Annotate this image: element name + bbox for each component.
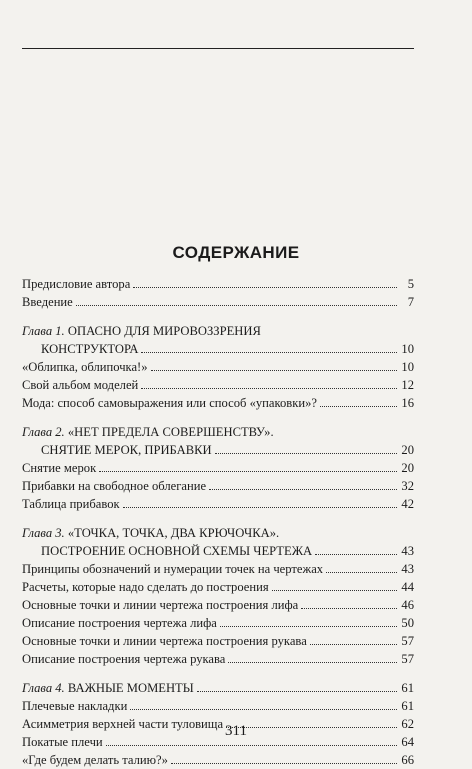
- toc-page-number: 46: [401, 598, 414, 612]
- toc-page-number: 32: [401, 479, 414, 493]
- table-of-contents: [22, 275, 414, 769]
- dot-leader: [315, 544, 397, 555]
- toc-entry[interactable]: [22, 542, 414, 560]
- section-gap: [22, 668, 414, 679]
- entry-title: Мода: способ самовыражения или способ «упаковки»?: [22, 396, 317, 410]
- toc-page-number: 44: [401, 580, 414, 594]
- chapter-number: Глава 3.: [22, 526, 65, 540]
- toc-page-number: 57: [401, 652, 414, 666]
- dot-leader: [99, 461, 397, 472]
- toc-entry[interactable]: [22, 376, 414, 394]
- toc-title: СОДЕРЖАНИЕ: [172, 243, 300, 262]
- dot-leader: [272, 580, 397, 591]
- chapter-number: Глава 4.: [22, 681, 65, 695]
- toc-page-number: 20: [401, 443, 414, 457]
- toc-entry[interactable]: [22, 358, 414, 376]
- toc-entry[interactable]: [22, 560, 414, 578]
- entry-title: Расчеты, которые надо сделать до построения: [22, 580, 269, 594]
- dot-leader: [228, 652, 397, 663]
- toc-entry[interactable]: [22, 394, 414, 412]
- toc-entry-label: [22, 632, 307, 650]
- dot-leader: [133, 277, 397, 288]
- toc-entry-label: [22, 394, 317, 412]
- entry-title: «Облипка, облипочка!»: [22, 360, 148, 374]
- chapter-number: Глава 2.: [22, 425, 65, 439]
- toc-page-number: 5: [407, 277, 414, 291]
- entry-title: Основные точки и линии чертежа построения рукава: [22, 634, 307, 648]
- toc-entry[interactable]: [22, 632, 414, 650]
- section-gap: [22, 311, 414, 322]
- dot-leader: [76, 295, 397, 306]
- toc-entry[interactable]: [22, 423, 414, 441]
- toc-entry[interactable]: [22, 614, 414, 632]
- entry-title: Предисловие автора: [22, 277, 131, 291]
- toc-page-number: 43: [401, 544, 414, 558]
- entry-title: Введение: [22, 295, 73, 309]
- toc-page-number: 12: [401, 378, 414, 392]
- toc-page-number: 16: [401, 396, 414, 410]
- entry-title: Асимметрия верхней части туловища: [22, 717, 224, 731]
- toc-entry-label: [22, 596, 298, 614]
- toc-page-number: 10: [401, 342, 414, 356]
- dot-leader: [141, 378, 397, 389]
- dot-leader: [171, 753, 397, 764]
- toc-entry-label: [22, 650, 225, 668]
- toc-page-number: 43: [401, 562, 414, 576]
- toc-entry[interactable]: [22, 293, 414, 311]
- dot-leader: [151, 360, 397, 371]
- toc-page-number: 10: [401, 360, 414, 374]
- toc-page-number: 42: [401, 497, 414, 511]
- toc-entry-label: [22, 524, 279, 542]
- dot-leader: [310, 634, 397, 645]
- toc-page-number: 57: [401, 634, 414, 648]
- entry-title: «НЕТ ПРЕДЕЛА СОВЕРШЕНСТВУ».: [67, 425, 274, 439]
- toc-entry[interactable]: [22, 441, 414, 459]
- entry-title: Свой альбом моделей: [22, 378, 139, 392]
- toc-entry[interactable]: [22, 275, 414, 293]
- entry-title: ВАЖНЫЕ МОМЕНТЫ: [67, 681, 194, 695]
- dot-leader: [320, 396, 397, 407]
- entry-title: Принципы обозначений и нумерации точек на чертежах: [22, 562, 324, 576]
- toc-entry-label: [22, 578, 269, 596]
- toc-entry[interactable]: [22, 697, 414, 715]
- dot-leader: [130, 699, 397, 710]
- toc-entry-label: [22, 560, 323, 578]
- dot-leader: [197, 681, 397, 692]
- toc-entry-label: [22, 322, 261, 340]
- toc-entry-label: [22, 751, 168, 769]
- toc-entry-label: [22, 542, 312, 560]
- toc-entry-label: [22, 459, 96, 477]
- toc-entry-label: [22, 340, 138, 358]
- toc-page-number: 66: [401, 753, 414, 767]
- toc-entry-label: [22, 477, 206, 495]
- page-number: 311: [225, 723, 247, 739]
- toc-entry-label: [22, 441, 212, 459]
- header-rule: [22, 48, 414, 49]
- toc-entry[interactable]: [22, 650, 414, 668]
- toc-entry[interactable]: [22, 578, 414, 596]
- toc-entry-label: [22, 614, 217, 632]
- toc-entry[interactable]: [22, 495, 414, 513]
- entry-title: Снятие мерок: [22, 461, 97, 475]
- toc-page-number: 61: [401, 681, 414, 695]
- entry-title: Описание построения чертежа лифа: [22, 616, 217, 630]
- toc-entry[interactable]: [22, 459, 414, 477]
- entry-title: Описание построения чертежа рукава: [22, 652, 226, 666]
- toc-page-number: 7: [407, 295, 414, 309]
- toc-entry-label: [22, 423, 274, 441]
- entry-title: СНЯТИЕ МЕРОК, ПРИБАВКИ: [41, 443, 212, 457]
- dot-leader: [123, 497, 397, 508]
- dot-leader: [215, 443, 397, 454]
- entry-title: Покатые плечи: [22, 735, 103, 749]
- toc-entry-label: [22, 697, 127, 715]
- dot-leader: [220, 616, 397, 627]
- toc-entry[interactable]: [22, 679, 414, 697]
- entry-title: Основные точки и линии чертежа построения лифа: [22, 598, 299, 612]
- entry-title: Плечевые накладки: [22, 699, 128, 713]
- chapter-number: Глава 1.: [22, 324, 65, 338]
- entry-title: ПОСТРОЕНИЕ ОСНОВНОЙ СХЕМЫ ЧЕРТЕЖА: [41, 544, 313, 558]
- entry-title: Прибавки на свободное облегание: [22, 479, 207, 493]
- toc-page-number: 64: [401, 735, 414, 749]
- toc-page-number: 50: [401, 616, 414, 630]
- toc-page-number: 61: [401, 699, 414, 713]
- section-gap: [22, 513, 414, 524]
- dot-leader: [301, 598, 397, 609]
- entry-title: «ТОЧКА, ТОЧКА, ДВА КРЮЧОЧКА».: [67, 526, 280, 540]
- dot-leader: [326, 562, 397, 573]
- toc-entry-label: [22, 679, 194, 697]
- section-gap: [22, 412, 414, 423]
- toc-entry[interactable]: [22, 322, 414, 340]
- toc-entry-label: [22, 495, 120, 513]
- dot-leader: [141, 342, 397, 353]
- toc-entry-label: [22, 358, 148, 376]
- dot-leader: [209, 479, 397, 490]
- toc-page-number: 62: [401, 717, 414, 731]
- toc-entry[interactable]: [22, 524, 414, 542]
- toc-entry-label: [22, 293, 73, 311]
- toc-entry[interactable]: [22, 596, 414, 614]
- entry-title: «Где будем делать талию?»: [22, 753, 168, 767]
- entry-title: КОНСТРУКТОРА: [41, 342, 139, 356]
- entry-title: Таблица прибавок: [22, 497, 120, 511]
- toc-entry-label: [22, 275, 130, 293]
- toc-entry[interactable]: [22, 340, 414, 358]
- toc-page-number: 20: [401, 461, 414, 475]
- toc-entry[interactable]: [22, 477, 414, 495]
- entry-title: ОПАСНО ДЛЯ МИРОВОЗЗРЕНИЯ: [67, 324, 261, 338]
- toc-entry-label: [22, 376, 138, 394]
- toc-entry[interactable]: [22, 751, 414, 769]
